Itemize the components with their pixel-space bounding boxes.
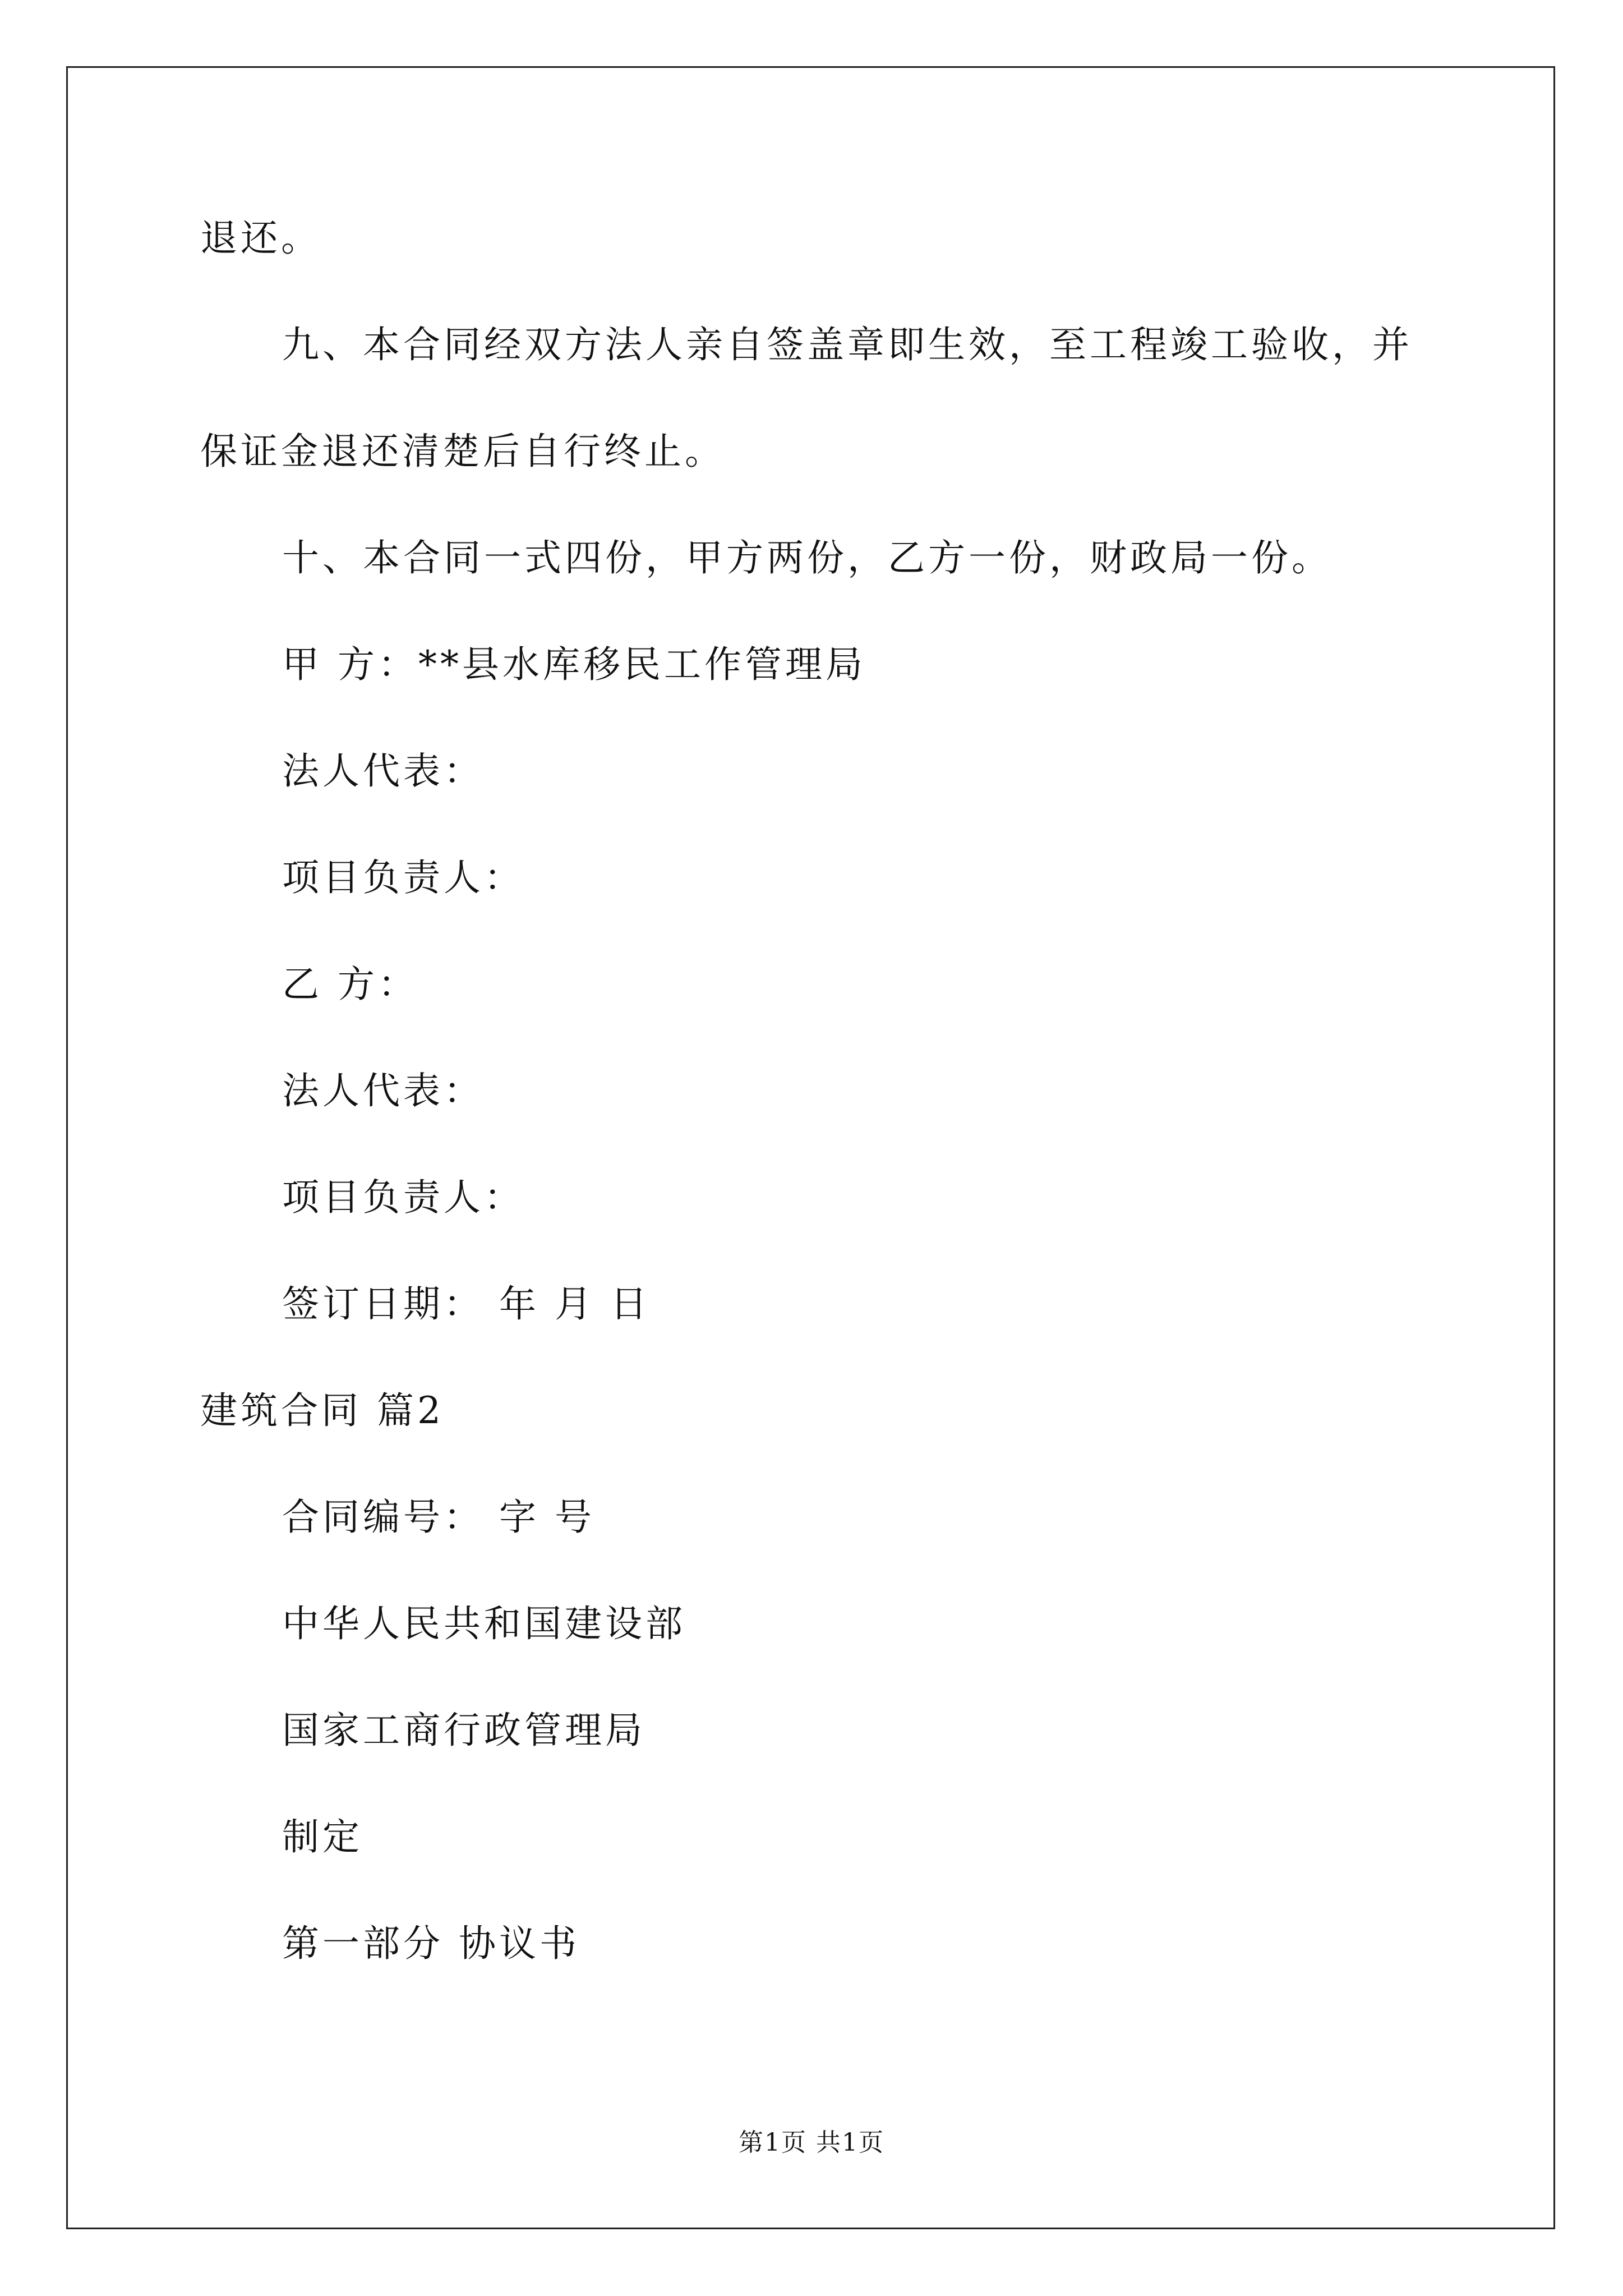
party-a-legal-rep: 法人代表： bbox=[282, 749, 484, 793]
party-b: 乙 方： bbox=[282, 963, 418, 1006]
formulated-label: 制定 bbox=[282, 1815, 363, 1858]
clause-nine-line-2: 保证金退还清楚后自行终止。 bbox=[200, 430, 725, 473]
section-heading: 建筑合同 篇2 bbox=[200, 1389, 444, 1432]
party-b-legal-rep: 法人代表： bbox=[282, 1069, 484, 1112]
signing-date: 签订日期： 年 月 日 bbox=[282, 1282, 651, 1326]
party-a: 甲 方：**县水库移民工作管理局 bbox=[282, 643, 866, 686]
issuer-ministry: 中华人民共和国建设部 bbox=[282, 1602, 686, 1645]
page-footer: 第1页 共1页 bbox=[739, 2128, 884, 2157]
clause-nine bbox=[200, 320, 1434, 477]
text-line-refund: 退还。 bbox=[200, 217, 321, 260]
clause-nine-line-1: 九、本合同经双方法人亲自签盖章即生效，至工程竣工验收，并 bbox=[282, 323, 1413, 366]
party-a-project-lead: 项目负责人： bbox=[282, 856, 524, 899]
clause-ten: 十、本合同一式四份，甲方两份，乙方一份，财政局一份。 bbox=[282, 536, 1332, 579]
issuer-bureau: 国家工商行政管理局 bbox=[282, 1709, 645, 1752]
part-one-heading: 第一部分 协议书 bbox=[282, 1922, 580, 1965]
party-b-project-lead: 项目负责人： bbox=[282, 1176, 524, 1219]
document-body bbox=[200, 213, 1434, 2025]
contract-number: 合同编号： 字 号 bbox=[282, 1496, 595, 1539]
